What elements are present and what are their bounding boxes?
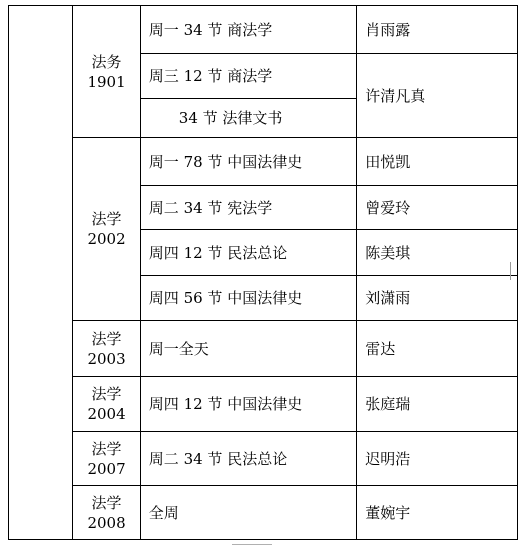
teacher-cell: 曾爱玲 (357, 186, 518, 230)
teacher-cell: 迟明浩 (357, 432, 518, 486)
class-number: 2007 (87, 459, 126, 478)
teacher-cell: 肖雨露 (357, 6, 518, 54)
class-name: 法学 (91, 329, 122, 348)
table-row (9, 486, 518, 540)
class-name: 法学 (91, 210, 122, 228)
teacher-cell: 董婉宇 (357, 486, 518, 540)
course-cell: 周二 34 节 宪法学 (140, 186, 356, 230)
class-number: 2004 (87, 405, 126, 423)
class-cell (73, 6, 141, 138)
class-name: 法学 (91, 439, 122, 458)
class-name: 法学 (91, 493, 122, 512)
table-row (9, 432, 518, 486)
table-row (9, 138, 518, 186)
course-cell: 周一 34 节 商法学 (140, 6, 356, 54)
schedule-table (8, 5, 518, 540)
course-cell: 周三 12 节 商法学 (140, 54, 356, 99)
class-name: 法学 (91, 385, 122, 403)
outer-merged-cell (9, 6, 73, 540)
teacher-cell: 许清凡真 (357, 54, 518, 138)
class-number: 1901 (87, 72, 126, 91)
course-cell: 周四 12 节 民法总论 (140, 230, 356, 276)
class-number: 2003 (87, 349, 126, 368)
course-cell: 全周 (140, 486, 356, 540)
course-cell: 34 节 法律文书 (140, 99, 356, 138)
bottom-scroll-fragment (232, 544, 272, 550)
page-edge-marker (510, 262, 511, 280)
class-name: 法务 (91, 52, 122, 71)
course-cell: 周四 56 节 中国法律史 (140, 276, 356, 321)
teacher-cell: 张庭瑞 (357, 377, 518, 432)
course-cell: 周一全天 (140, 321, 356, 377)
teacher-cell: 田悦凯 (357, 138, 518, 186)
class-cell (73, 432, 141, 486)
class-cell (73, 377, 141, 432)
teacher-cell: 刘潇雨 (357, 276, 518, 321)
class-cell (73, 138, 141, 321)
class-cell (73, 486, 141, 540)
table-row (9, 6, 518, 54)
class-cell (73, 321, 141, 377)
course-cell: 周一 78 节 中国法律史 (140, 138, 356, 186)
table-row (9, 321, 518, 377)
class-number: 2002 (87, 230, 126, 248)
table-row (9, 377, 518, 432)
teacher-cell: 陈美琪 (357, 230, 518, 276)
course-cell: 周四 12 节 中国法律史 (140, 377, 356, 432)
teacher-cell: 雷达 (357, 321, 518, 377)
class-number: 2008 (87, 513, 126, 532)
course-cell: 周二 34 节 民法总论 (140, 432, 356, 486)
